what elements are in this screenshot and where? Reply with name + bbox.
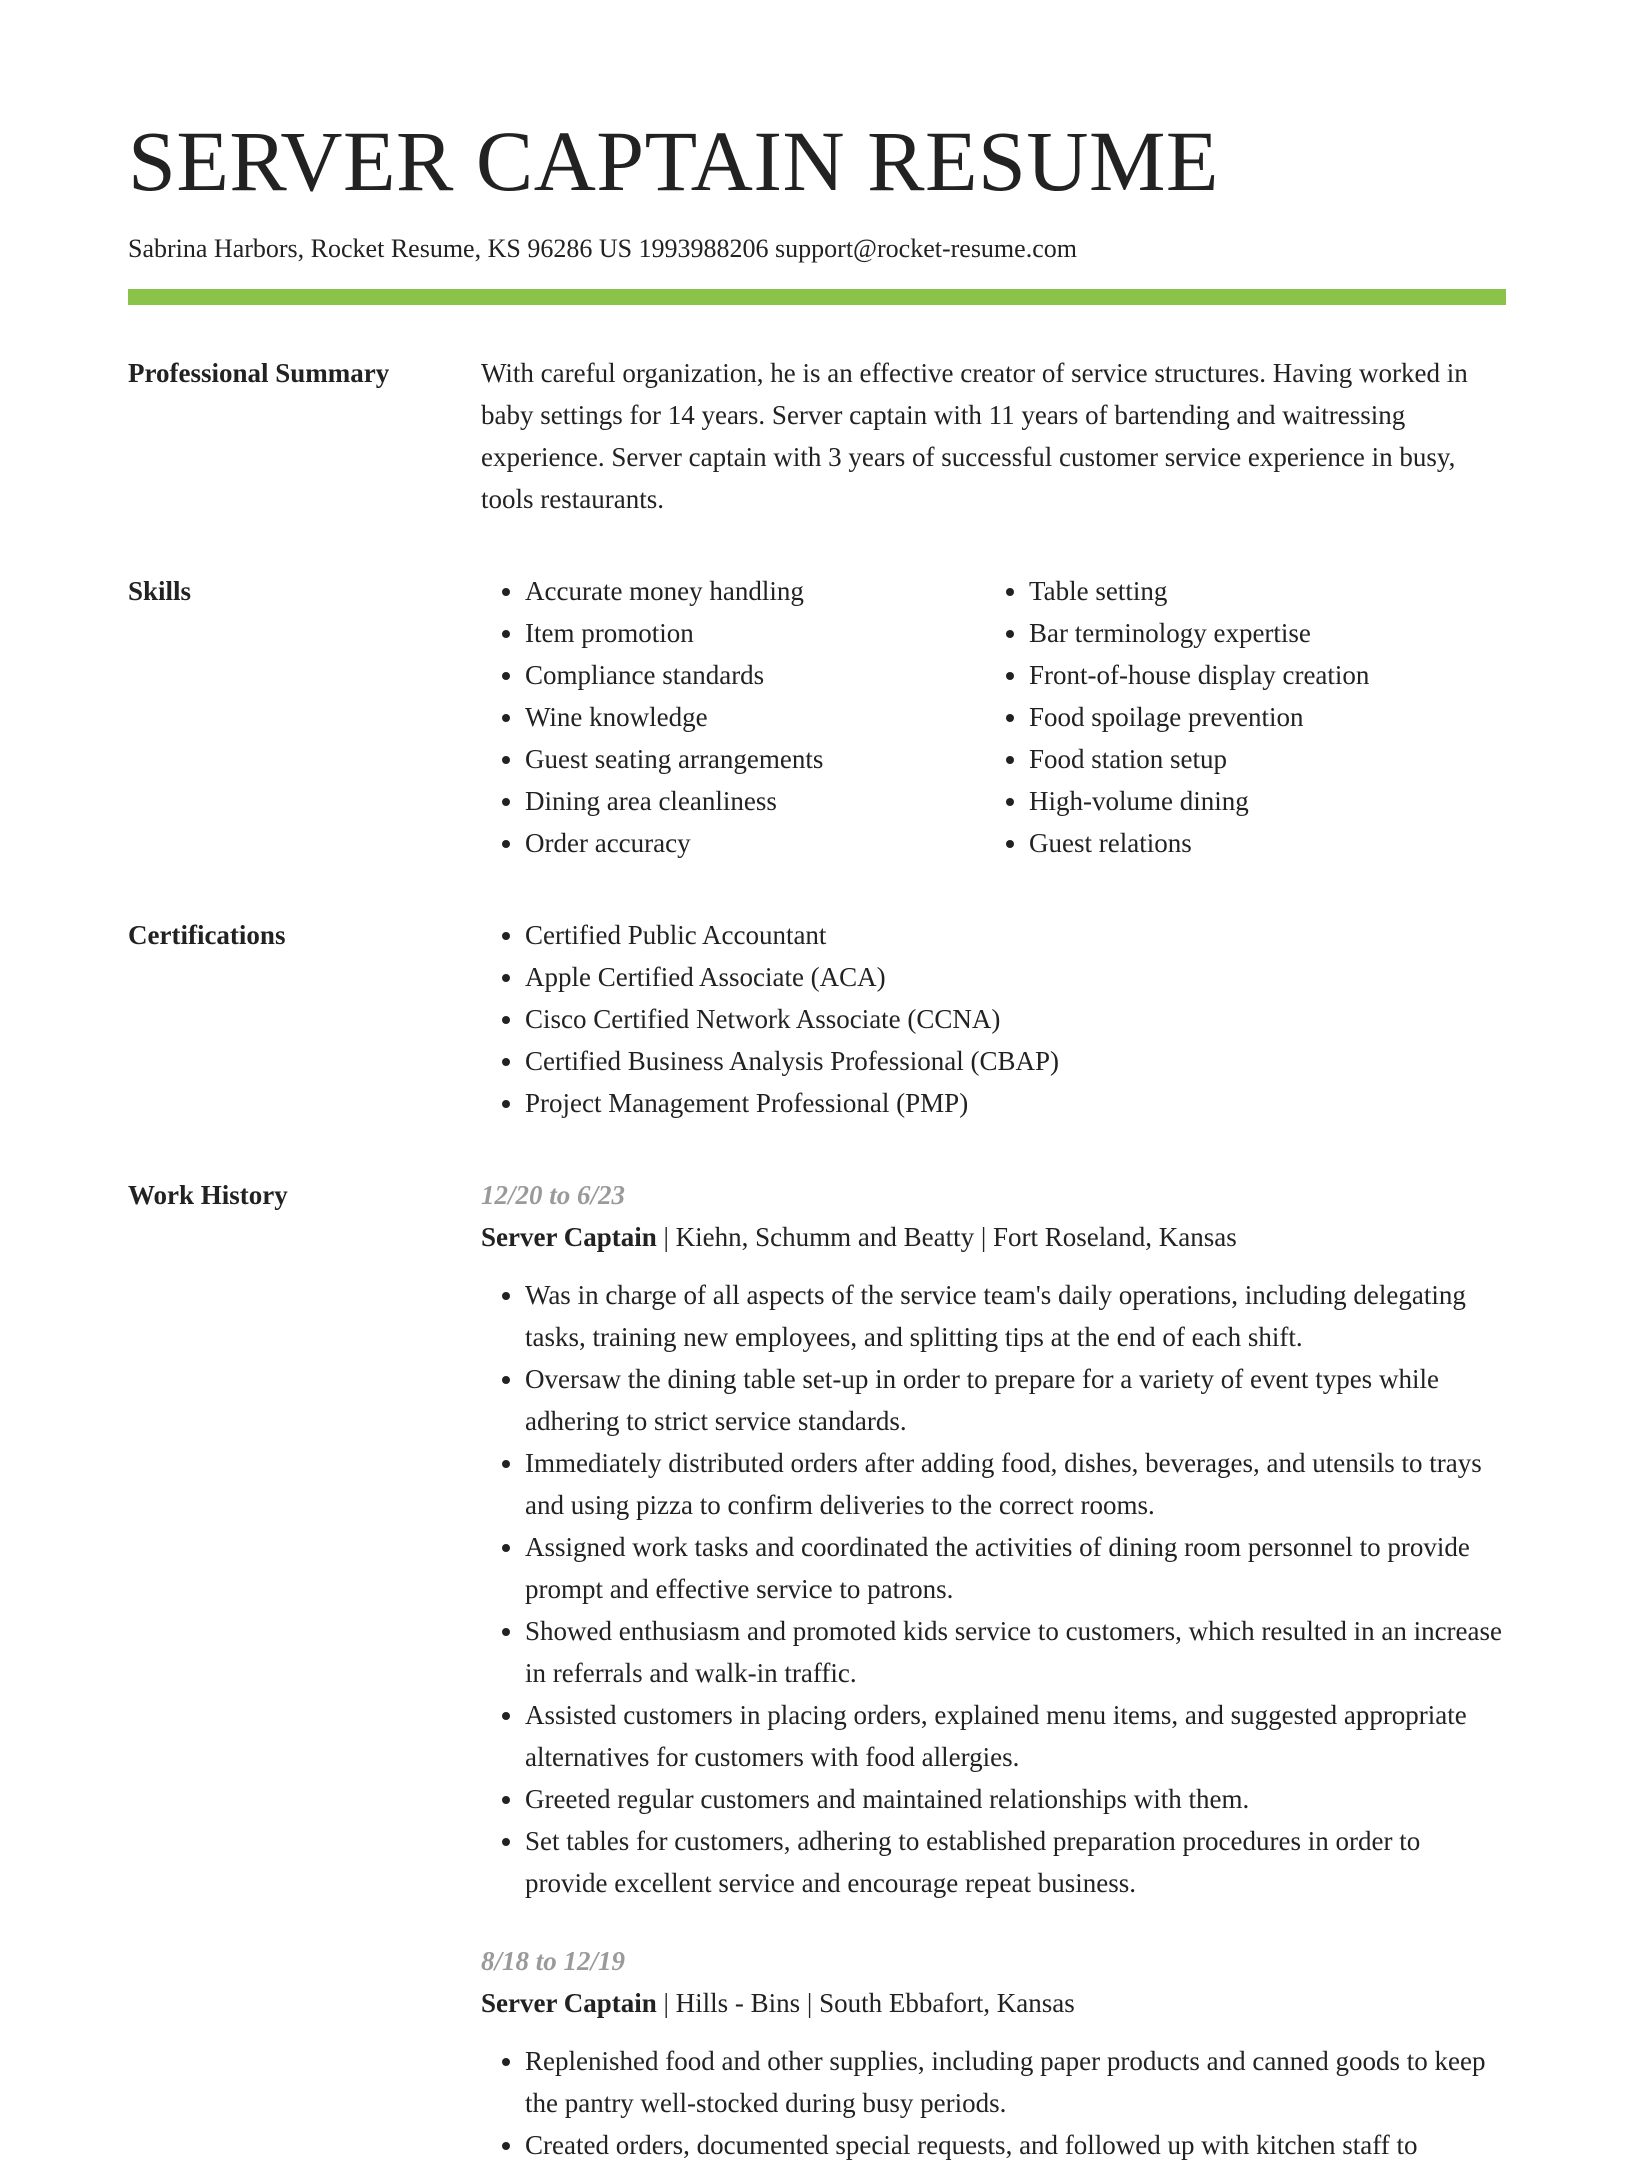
job-bullet: • Showed enthusiasm and promoted kids service to customers, which resulted in an increase in referrals and walk-in traffic.	[525, 1610, 1506, 1694]
job-entry	[481, 1940, 1506, 2166]
job-bullet: • Replenished food and other supplies, including paper products and canned goods to keep the pantry well-stocked during busy periods.	[525, 2040, 1506, 2124]
skill-item: • Food station setup	[1029, 738, 1489, 780]
job-dates: 8/18 to 12/19	[481, 1945, 626, 1976]
work-history-heading: Work History	[128, 1179, 288, 1210]
job-bullet: • Oversaw the dining table set-up in order to prepare for a variety of event types while adhering to strict service standards.	[525, 1358, 1506, 1442]
skills-list-left	[481, 570, 985, 864]
work-history-section	[128, 1174, 1506, 2166]
job-header	[481, 1216, 1506, 1258]
summary-section	[128, 352, 1506, 520]
job-bullet: • Assigned work tasks and coordinated the activities of dining room personnel to provide prompt and effective service to patrons.	[525, 1526, 1506, 1610]
job-dates: 12/20 to 6/23	[481, 1179, 626, 1210]
accent-divider	[128, 289, 1506, 305]
certification-item: • Apple Certified Associate (ACA)	[525, 956, 1506, 998]
skill-item: • Bar terminology expertise	[1029, 612, 1489, 654]
resume-title: SERVER CAPTAIN RESUME	[128, 113, 1219, 209]
job-bullets	[481, 1274, 1506, 1904]
skills-section	[128, 570, 1506, 864]
job-employer-location: | Hills - Bins | South Ebbafort, Kansas	[656, 1987, 1075, 2018]
skill-item: • Table setting	[1029, 570, 1489, 612]
certification-item: • Certified Business Analysis Professional (CBAP)	[525, 1040, 1506, 1082]
certification-item: • Certified Public Accountant	[525, 914, 1506, 956]
job-title: Server Captain	[481, 1221, 657, 1252]
certification-item: • Project Management Professional (PMP)	[525, 1082, 1506, 1124]
skill-item: • Item promotion	[525, 612, 985, 654]
skill-item: • Order accuracy	[525, 822, 985, 864]
skill-item: • Guest relations	[1029, 822, 1489, 864]
summary-heading: Professional Summary	[128, 357, 390, 388]
job-bullet: • Set tables for customers, adhering to established preparation procedures in order to provide excellent service and encourage repeat business.	[525, 1820, 1506, 1904]
job-bullet: • Immediately distributed orders after adding food, dishes, beverages, and utensils to trays and using pizza to confirm deliveries to the correct rooms.	[525, 1442, 1506, 1526]
job-header	[481, 1982, 1506, 2024]
skill-item: • Front-of-house display creation	[1029, 654, 1489, 696]
skill-item: • Guest seating arrangements	[525, 738, 985, 780]
resume-page	[128, 113, 1506, 2166]
job-title: Server Captain	[481, 1987, 657, 2018]
skills-heading: Skills	[128, 575, 192, 606]
certifications-section	[128, 914, 1506, 1124]
certification-item: • Cisco Certified Network Associate (CCNA)	[525, 998, 1506, 1040]
job-entry	[481, 1174, 1506, 1904]
certifications-list	[481, 914, 1506, 1124]
skill-item: • Wine knowledge	[525, 696, 985, 738]
skill-item: • High-volume dining	[1029, 780, 1489, 822]
job-bullet: • Was in charge of all aspects of the service team's daily operations, including delegating tasks, training new employees, and splitting tips at the end of each shift.	[525, 1274, 1506, 1358]
job-bullets	[481, 2040, 1506, 2166]
job-bullet: • Greeted regular customers and maintained relationships with them.	[525, 1778, 1506, 1820]
job-bullet: • Assisted customers in placing orders, explained menu items, and suggested appropriate alternatives for customers with food allergies.	[525, 1694, 1506, 1778]
job-bullet: • Created orders, documented special requests, and followed up with kitchen staff to	[525, 2124, 1506, 2166]
summary-text: With careful organization, he is an effective creator of service structures. Having worked in baby settings for 14 years. Server captain with 11 years of bartending and waitressing experience. Server captain with 3 years of successful customer service experience in busy, tools restaurants.	[481, 357, 1468, 514]
skill-item: • Dining area cleanliness	[525, 780, 985, 822]
contact-line: Sabrina Harbors, Rocket Resume, KS 96286 US 1993988206 support@rocket-resume.com	[128, 234, 1077, 263]
skill-item: • Accurate money handling	[525, 570, 985, 612]
skills-list-right	[985, 570, 1489, 864]
skill-item: • Compliance standards	[525, 654, 985, 696]
certifications-heading: Certifications	[128, 919, 286, 950]
job-employer-location: | Kiehn, Schumm and Beatty | Fort Roseland, Kansas	[656, 1221, 1237, 1252]
skill-item: • Food spoilage prevention	[1029, 696, 1489, 738]
